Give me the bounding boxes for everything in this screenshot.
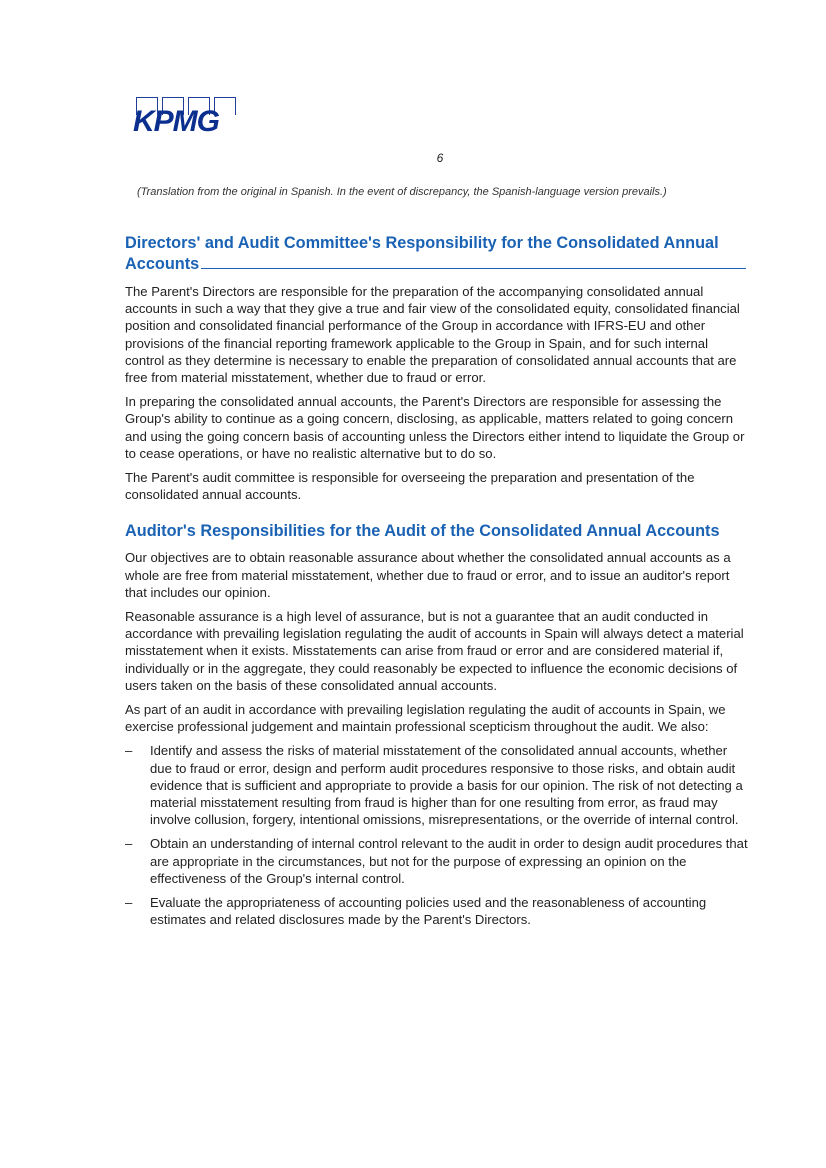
heading-line-1: Directors' and Audit Committee's Responsibility for the Consolidated Annual <box>125 234 719 252</box>
paragraph: The Parent's audit committee is responsible for overseeing the preparation and presentation of the consolidated annual accounts. <box>125 470 695 503</box>
section-heading-directors <box>125 233 750 275</box>
dash-marker: – <box>125 743 133 759</box>
translation-note: (Translation from the original in Spanish. In the event of discrepancy, the Spanish-language version prevails.) <box>137 186 667 198</box>
heading-underline <box>201 267 746 269</box>
responsibility-list <box>125 742 750 928</box>
paragraph: Reasonable assurance is a high level of assurance, but is not a guarantee that an audit conducted in accordance with prevailing legislation regulating the audit of accounts in Spain will always detect a material misstatement when it exists. Misstatements can arise from fraud or error and are considered material if, individually or in the aggregate, they could reasonably be expected to influence the economic decisions of users taken on the basis of these consolidated annual accounts. <box>125 609 744 693</box>
section-heading-auditor: Auditor's Responsibilities for the Audit of the Consolidated Annual Accounts <box>125 522 720 541</box>
paragraph: The Parent's Directors are responsible for the preparation of the accompanying consolidated annual accounts in such a way that they give a true and fair view of the consolidated equity, consolidated financial position and consolidated financial performance of the Group in accordance with IFRS-EU and other provisions of the financial reporting framework applicable to the Group in Spain, and for such internal control as they determine is necessary to enable the preparation of consolidated annual accounts that are free from material misstatement, whether due to fraud or error. <box>125 284 740 386</box>
list-item: – Evaluate the appropriateness of accounting policies used and the reasonableness of accounting estimates and related disclosures made by the Parent's Directors. <box>125 895 707 928</box>
heading-line-2: Accounts <box>125 255 200 273</box>
list-item: – Obtain an understanding of internal control relevant to the audit in order to design audit procedures that are appropriate in the circumstances, but not for the purpose of expressing an opinion on the effectiveness of the Group's internal control. <box>125 836 748 886</box>
paragraph: In preparing the consolidated annual accounts, the Parent's Directors are responsible for assessing the Group's ability to continue as a going concern, disclosing, as applicable, matters related to going concern and using the going concern basis of accounting unless the Directors either intend to liquidate the Group or to cease operations, or have no realistic alternative but to do so. <box>125 394 745 461</box>
kpmg-logo <box>133 97 240 143</box>
list-item: – Identify and assess the risks of material misstatement of the consolidated annual accounts, whether due to fraud or error, design and perform audit procedures responsive to those risks, and obtain audit evidence that is sufficient and appropriate to provide a basis for our opinion. The risk of not detecting a material misstatement resulting from fraud is higher than for one resulting from error, as fraud may involve collusion, forgery, intentional omissions, misrepresentations, or the override of internal control. <box>125 743 743 828</box>
logo-wordmark: KPMG <box>133 105 219 138</box>
document-body <box>125 233 750 936</box>
dash-marker: – <box>125 836 133 852</box>
page-number: 6 <box>436 151 444 165</box>
paragraph: As part of an audit in accordance with prevailing legislation regulating the audit of accounts in Spain, we exercise professional judgement and maintain professional scepticism throughout the audit. We also: <box>125 702 726 735</box>
dash-marker: – <box>125 895 133 911</box>
paragraph: Our objectives are to obtain reasonable assurance about whether the consolidated annual accounts as a whole are free from material misstatement, whether due to fraud or error, and to issue an auditor's report that includes our opinion. <box>125 550 731 600</box>
